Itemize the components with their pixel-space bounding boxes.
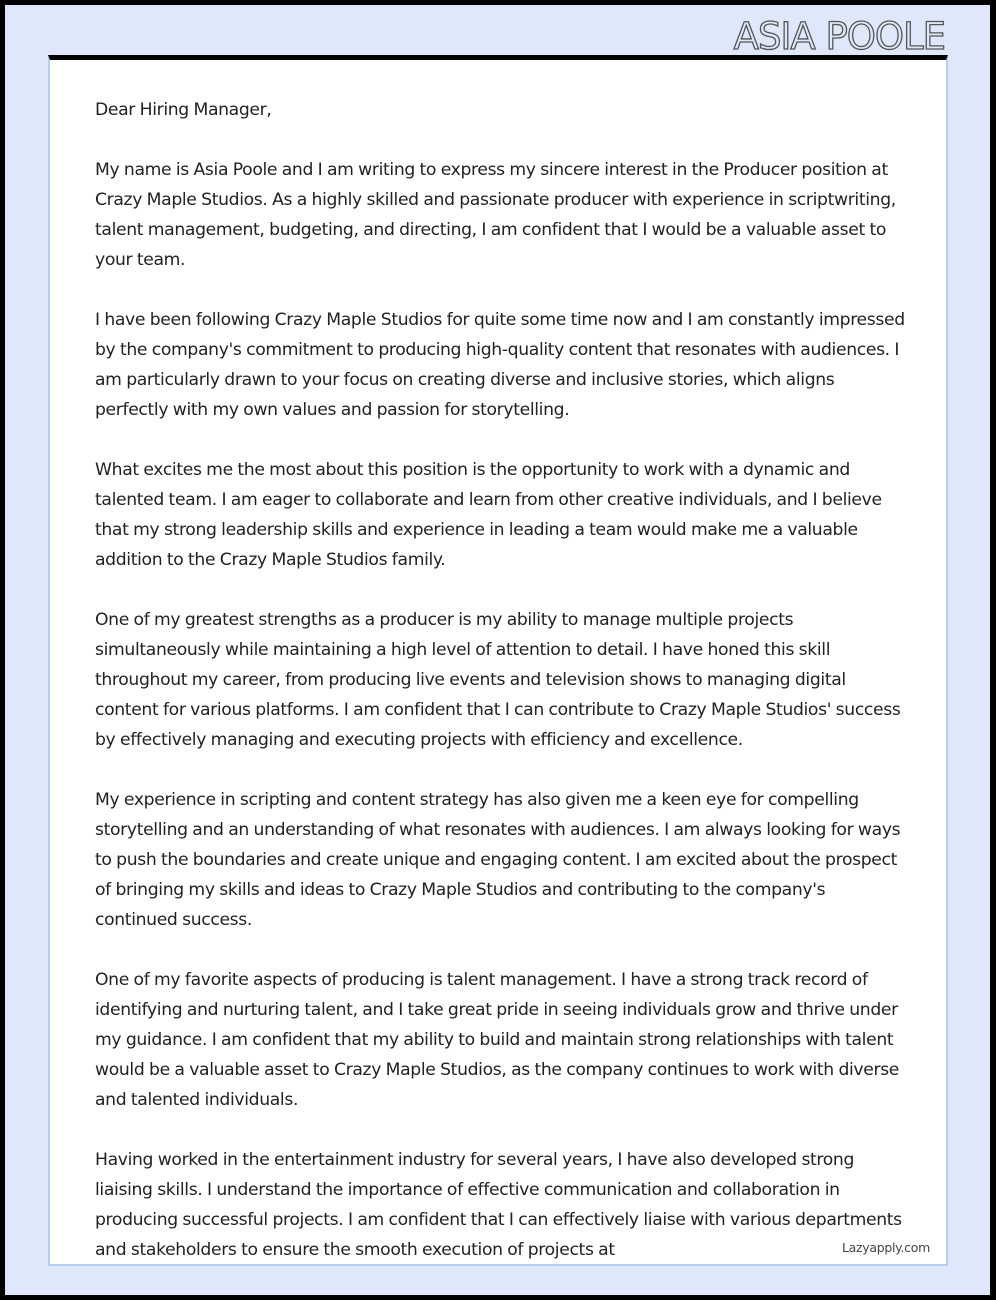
paragraph-liaising: Having worked in the entertainment industry for several years, I have also developed strong liaising skills. I understand the importance of effective communication and collaboration in producing successful projects. I am confident that I can effectively liaise with various departments and stakeholders to ensure the smooth execution of projects at	[95, 1150, 902, 1260]
watermark: Lazyapply.com	[842, 1240, 930, 1255]
applicant-name: ASIA POOLE	[733, 15, 945, 58]
paragraph-talent-management: One of my favorite aspects of producing is talent management. I have a strong track record of identifying and nurturing talent, and I take great pride in seeing individuals grow and thrive under my guidance. I am confident that my ability to build and maintain strong relationships with talent would be a valuable asset to Crazy Maple Studios, as the company continues to work with diverse and talented individuals.	[95, 970, 900, 1110]
paragraph-intro: My name is Asia Poole and I am writing to express my sincere interest in the Producer position at Crazy Maple Studios. As a highly skilled and passionate producer with experience in scriptwriting, talent management, budgeting, and directing, I am confident that I would be a valuable asset to your team.	[95, 160, 896, 270]
paragraph-company-interest: I have been following Crazy Maple Studios for quite some time now and I am constantly impressed by the company's commitment to producing high-quality content that resonates with audiences. I am particularly drawn to your focus on creating diverse and inclusive stories, which aligns perfectly with my own values and passion for storytelling.	[95, 310, 905, 420]
paragraph-strengths: One of my greatest strengths as a producer is my ability to manage multiple projects simultaneously while maintaining a high level of attention to detail. I have honed this skill throughout my career, from producing live events and television shows to managing digital content for various platforms. I am confident that I can contribute to Crazy Maple Studios' success by effectively managing and executing projects with efficiency and excellence.	[95, 610, 901, 750]
salutation: Dear Hiring Manager,	[95, 100, 272, 120]
cover-letter-body	[95, 95, 905, 1295]
paragraph-team: What excites me the most about this position is the opportunity to work with a dynamic and talented team. I am eager to collaborate and learn from other creative individuals, and I believe that my strong leadership skills and experience in leading a team would make me a valuable addition to the Crazy Maple Studios family.	[95, 460, 882, 570]
paragraph-content-strategy: My experience in scripting and content strategy has also given me a keen eye for compelling storytelling and an understanding of what resonates with audiences. I am always looking for ways to push the boundaries and create unique and engaging content. I am excited about the prospect of bringing my skills and ideas to Crazy Maple Studios and contributing to the company's continued success.	[95, 790, 901, 930]
